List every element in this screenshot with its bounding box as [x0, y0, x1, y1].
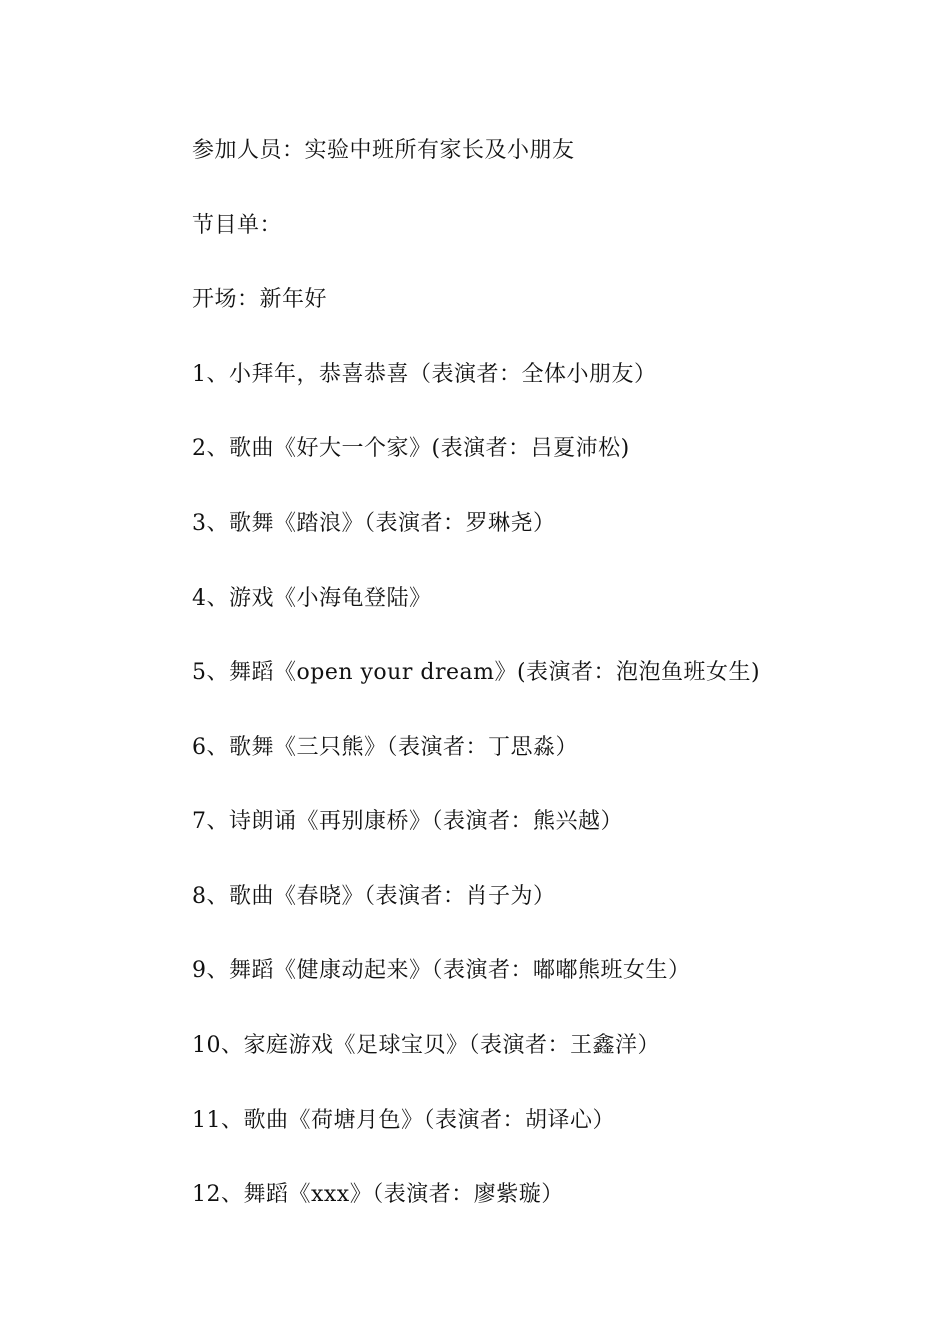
program-item-9: 9、舞蹈《健康动起来》（表演者：嘟嘟熊班女生）	[192, 958, 691, 983]
program-item-3: 3、歌舞《踏浪》（表演者：罗琳尧）	[192, 511, 556, 536]
program-heading: 节目单：	[192, 213, 283, 238]
program-item-10: 10、家庭游戏《足球宝贝》（表演者：王鑫洋）	[192, 1033, 660, 1058]
opening-line: 开场：新年好	[192, 287, 328, 312]
program-item-8: 8、歌曲《春晓》（表演者：肖子为）	[192, 884, 556, 909]
program-item-11: 11、歌曲《荷塘月色》（表演者：胡译心）	[192, 1108, 615, 1133]
program-item-1: 1、小拜年，恭喜恭喜（表演者：全体小朋友）	[192, 362, 657, 387]
participants-line: 参加人员：实验中班所有家长及小朋友	[192, 138, 575, 163]
program-item-12: 12、舞蹈《xxx》（表演者：廖紫璇）	[192, 1182, 564, 1207]
program-item-5: 5、舞蹈《open your dream》(表演者：泡泡鱼班女生)	[192, 660, 761, 685]
program-item-2: 2、歌曲《好大一个家》(表演者：吕夏沛松)	[192, 436, 630, 461]
program-item-4: 4、游戏《小海龟登陆》	[192, 586, 432, 611]
program-item-7: 7、诗朗诵《再别康桥》（表演者：熊兴越）	[192, 809, 623, 834]
program-item-6: 6、歌舞《三只熊》（表演者：丁思淼）	[192, 735, 578, 760]
